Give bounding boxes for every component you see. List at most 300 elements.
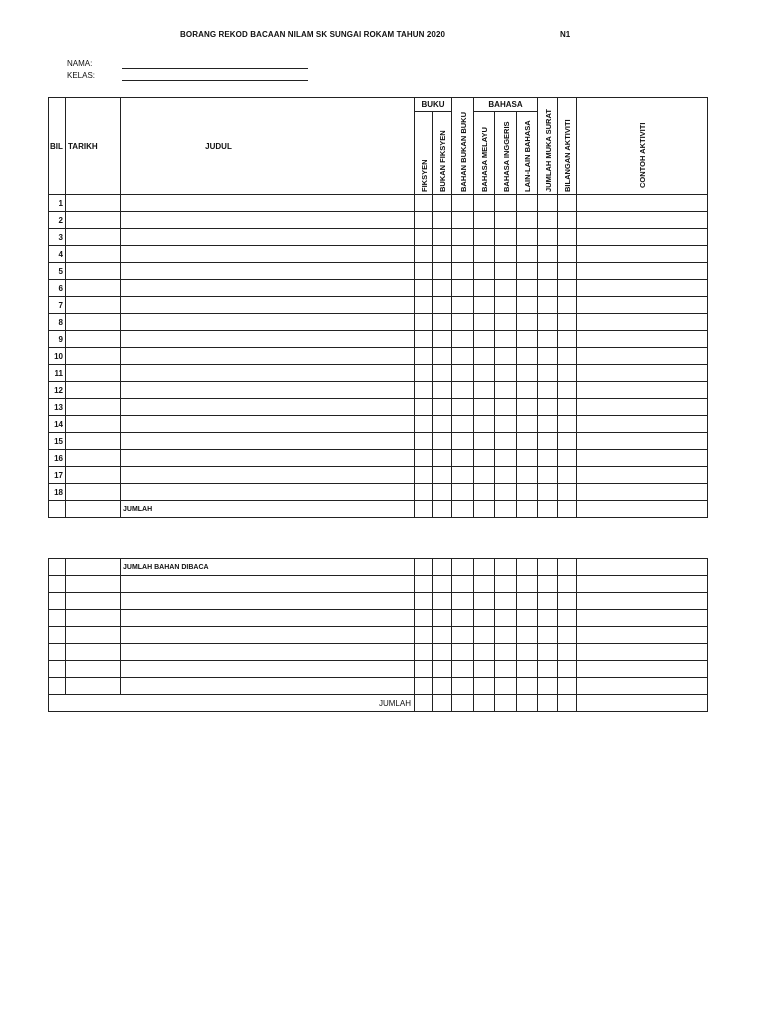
- entry-cell[interactable]: [558, 314, 577, 331]
- entry-cell[interactable]: [558, 467, 577, 484]
- entry-cell[interactable]: [558, 280, 577, 297]
- entry-cell[interactable]: [495, 627, 517, 644]
- entry-cell[interactable]: [474, 195, 495, 212]
- entry-cell[interactable]: [538, 593, 558, 610]
- entry-cell[interactable]: [517, 297, 538, 314]
- entry-cell[interactable]: [538, 450, 558, 467]
- entry-cell[interactable]: [121, 433, 415, 450]
- entry-cell[interactable]: [517, 644, 538, 661]
- entry-cell[interactable]: [49, 678, 66, 695]
- entry-cell[interactable]: [452, 467, 474, 484]
- entry-cell[interactable]: [121, 229, 415, 246]
- entry-cell[interactable]: [558, 399, 577, 416]
- entry-cell[interactable]: [66, 399, 121, 416]
- entry-cell[interactable]: [433, 314, 452, 331]
- entry-cell[interactable]: [452, 450, 474, 467]
- entry-cell[interactable]: [66, 678, 121, 695]
- entry-cell[interactable]: [577, 433, 708, 450]
- entry-cell[interactable]: [49, 661, 66, 678]
- entry-cell[interactable]: [433, 678, 452, 695]
- entry-cell[interactable]: [577, 297, 708, 314]
- summary-cell[interactable]: [495, 559, 517, 576]
- entry-cell[interactable]: [577, 365, 708, 382]
- entry-cell[interactable]: [538, 297, 558, 314]
- entry-cell[interactable]: [558, 331, 577, 348]
- entry-cell[interactable]: [415, 576, 433, 593]
- entry-cell[interactable]: [474, 576, 495, 593]
- entry-cell[interactable]: [474, 593, 495, 610]
- entry-cell[interactable]: [474, 467, 495, 484]
- entry-cell[interactable]: [495, 280, 517, 297]
- entry-cell[interactable]: [558, 627, 577, 644]
- summary-cell[interactable]: [495, 695, 517, 712]
- entry-cell[interactable]: [452, 246, 474, 263]
- entry-cell[interactable]: [495, 576, 517, 593]
- entry-cell[interactable]: [538, 348, 558, 365]
- entry-cell[interactable]: [474, 416, 495, 433]
- entry-cell[interactable]: [577, 576, 708, 593]
- entry-cell[interactable]: [517, 382, 538, 399]
- entry-cell[interactable]: [495, 593, 517, 610]
- entry-cell[interactable]: [495, 484, 517, 501]
- entry-cell[interactable]: [452, 365, 474, 382]
- entry-cell[interactable]: [577, 263, 708, 280]
- entry-cell[interactable]: [558, 416, 577, 433]
- entry-cell[interactable]: [433, 661, 452, 678]
- jumlah-cell[interactable]: [474, 501, 495, 518]
- entry-cell[interactable]: [433, 348, 452, 365]
- entry-cell[interactable]: [538, 610, 558, 627]
- entry-cell[interactable]: [452, 433, 474, 450]
- entry-cell[interactable]: [577, 450, 708, 467]
- entry-cell[interactable]: [66, 593, 121, 610]
- jumlah-cell[interactable]: [517, 501, 538, 518]
- entry-cell[interactable]: [577, 467, 708, 484]
- entry-cell[interactable]: [121, 195, 415, 212]
- entry-cell[interactable]: [415, 195, 433, 212]
- entry-cell[interactable]: [433, 331, 452, 348]
- entry-cell[interactable]: [538, 365, 558, 382]
- jumlah-cell[interactable]: [433, 501, 452, 518]
- entry-cell[interactable]: [433, 280, 452, 297]
- entry-cell[interactable]: [121, 576, 415, 593]
- entry-cell[interactable]: [577, 280, 708, 297]
- entry-cell[interactable]: [121, 593, 415, 610]
- summary-cell[interactable]: [474, 695, 495, 712]
- entry-cell[interactable]: [577, 229, 708, 246]
- entry-cell[interactable]: [415, 433, 433, 450]
- entry-cell[interactable]: [415, 416, 433, 433]
- entry-cell[interactable]: [66, 314, 121, 331]
- entry-cell[interactable]: [558, 450, 577, 467]
- entry-cell[interactable]: [474, 484, 495, 501]
- entry-cell[interactable]: [517, 195, 538, 212]
- summary-cell[interactable]: [66, 559, 121, 576]
- entry-cell[interactable]: [558, 195, 577, 212]
- entry-cell[interactable]: [558, 246, 577, 263]
- entry-cell[interactable]: [415, 382, 433, 399]
- entry-cell[interactable]: [452, 627, 474, 644]
- entry-cell[interactable]: [121, 399, 415, 416]
- entry-cell[interactable]: [433, 246, 452, 263]
- entry-cell[interactable]: [121, 297, 415, 314]
- entry-cell[interactable]: [577, 195, 708, 212]
- entry-cell[interactable]: [517, 331, 538, 348]
- entry-cell[interactable]: [474, 382, 495, 399]
- entry-cell[interactable]: [474, 229, 495, 246]
- summary-cell[interactable]: [452, 695, 474, 712]
- entry-cell[interactable]: [415, 467, 433, 484]
- entry-cell[interactable]: [517, 678, 538, 695]
- entry-cell[interactable]: [538, 627, 558, 644]
- entry-cell[interactable]: [433, 644, 452, 661]
- entry-cell[interactable]: [121, 280, 415, 297]
- summary-cell[interactable]: [415, 559, 433, 576]
- entry-cell[interactable]: [474, 399, 495, 416]
- entry-cell[interactable]: [474, 610, 495, 627]
- jumlah-cell[interactable]: [495, 501, 517, 518]
- entry-cell[interactable]: [452, 610, 474, 627]
- entry-cell[interactable]: [474, 314, 495, 331]
- entry-cell[interactable]: [517, 399, 538, 416]
- entry-cell[interactable]: [121, 382, 415, 399]
- entry-cell[interactable]: [495, 661, 517, 678]
- entry-cell[interactable]: [517, 484, 538, 501]
- entry-cell[interactable]: [558, 644, 577, 661]
- entry-cell[interactable]: [415, 399, 433, 416]
- entry-cell[interactable]: [66, 610, 121, 627]
- entry-cell[interactable]: [538, 246, 558, 263]
- jumlah-cell[interactable]: [415, 501, 433, 518]
- entry-cell[interactable]: [474, 297, 495, 314]
- entry-cell[interactable]: [49, 627, 66, 644]
- entry-cell[interactable]: [558, 297, 577, 314]
- entry-cell[interactable]: [558, 263, 577, 280]
- entry-cell[interactable]: [66, 382, 121, 399]
- entry-cell[interactable]: [415, 661, 433, 678]
- entry-cell[interactable]: [433, 576, 452, 593]
- entry-cell[interactable]: [121, 610, 415, 627]
- summary-cell[interactable]: [558, 559, 577, 576]
- entry-cell[interactable]: [452, 280, 474, 297]
- entry-cell[interactable]: [474, 331, 495, 348]
- entry-cell[interactable]: [415, 229, 433, 246]
- entry-cell[interactable]: [495, 331, 517, 348]
- entry-cell[interactable]: [474, 246, 495, 263]
- summary-cell[interactable]: [49, 559, 66, 576]
- entry-cell[interactable]: [577, 678, 708, 695]
- entry-cell[interactable]: [433, 195, 452, 212]
- entry-cell[interactable]: [577, 331, 708, 348]
- entry-cell[interactable]: [517, 661, 538, 678]
- entry-cell[interactable]: [121, 212, 415, 229]
- summary-cell[interactable]: [474, 559, 495, 576]
- entry-cell[interactable]: [66, 348, 121, 365]
- entry-cell[interactable]: [558, 348, 577, 365]
- entry-cell[interactable]: [121, 627, 415, 644]
- entry-cell[interactable]: [538, 661, 558, 678]
- summary-cell[interactable]: [558, 695, 577, 712]
- jumlah-cell[interactable]: [66, 501, 121, 518]
- entry-cell[interactable]: [452, 229, 474, 246]
- entry-cell[interactable]: [452, 416, 474, 433]
- entry-cell[interactable]: [66, 280, 121, 297]
- entry-cell[interactable]: [538, 195, 558, 212]
- entry-cell[interactable]: [474, 678, 495, 695]
- entry-cell[interactable]: [577, 661, 708, 678]
- entry-cell[interactable]: [121, 678, 415, 695]
- entry-cell[interactable]: [452, 314, 474, 331]
- entry-cell[interactable]: [452, 331, 474, 348]
- entry-cell[interactable]: [517, 212, 538, 229]
- entry-cell[interactable]: [577, 593, 708, 610]
- entry-cell[interactable]: [49, 593, 66, 610]
- entry-cell[interactable]: [121, 644, 415, 661]
- entry-cell[interactable]: [474, 365, 495, 382]
- entry-cell[interactable]: [538, 331, 558, 348]
- entry-cell[interactable]: [121, 484, 415, 501]
- entry-cell[interactable]: [495, 195, 517, 212]
- entry-cell[interactable]: [66, 263, 121, 280]
- entry-cell[interactable]: [49, 644, 66, 661]
- entry-cell[interactable]: [517, 314, 538, 331]
- entry-cell[interactable]: [66, 365, 121, 382]
- entry-cell[interactable]: [577, 416, 708, 433]
- entry-cell[interactable]: [558, 610, 577, 627]
- entry-cell[interactable]: [495, 263, 517, 280]
- entry-cell[interactable]: [415, 627, 433, 644]
- entry-cell[interactable]: [121, 263, 415, 280]
- entry-cell[interactable]: [558, 678, 577, 695]
- entry-cell[interactable]: [517, 416, 538, 433]
- entry-cell[interactable]: [517, 433, 538, 450]
- entry-cell[interactable]: [121, 365, 415, 382]
- entry-cell[interactable]: [495, 610, 517, 627]
- entry-cell[interactable]: [66, 467, 121, 484]
- jumlah-cell[interactable]: [577, 501, 708, 518]
- entry-cell[interactable]: [121, 416, 415, 433]
- entry-cell[interactable]: [538, 382, 558, 399]
- entry-cell[interactable]: [66, 433, 121, 450]
- entry-cell[interactable]: [66, 576, 121, 593]
- summary-cell[interactable]: [517, 559, 538, 576]
- entry-cell[interactable]: [577, 212, 708, 229]
- entry-cell[interactable]: [474, 212, 495, 229]
- entry-cell[interactable]: [558, 433, 577, 450]
- entry-cell[interactable]: [433, 610, 452, 627]
- jumlah-cell[interactable]: [538, 501, 558, 518]
- entry-cell[interactable]: [433, 212, 452, 229]
- entry-cell[interactable]: [495, 314, 517, 331]
- entry-cell[interactable]: [452, 195, 474, 212]
- entry-cell[interactable]: [495, 212, 517, 229]
- entry-cell[interactable]: [558, 661, 577, 678]
- entry-cell[interactable]: [121, 450, 415, 467]
- entry-cell[interactable]: [538, 263, 558, 280]
- entry-cell[interactable]: [66, 331, 121, 348]
- entry-cell[interactable]: [517, 365, 538, 382]
- entry-cell[interactable]: [415, 297, 433, 314]
- entry-cell[interactable]: [121, 467, 415, 484]
- entry-cell[interactable]: [517, 627, 538, 644]
- entry-cell[interactable]: [66, 450, 121, 467]
- entry-cell[interactable]: [538, 399, 558, 416]
- entry-cell[interactable]: [49, 576, 66, 593]
- entry-cell[interactable]: [538, 467, 558, 484]
- jumlah-cell[interactable]: [49, 501, 66, 518]
- entry-cell[interactable]: [66, 484, 121, 501]
- entry-cell[interactable]: [433, 229, 452, 246]
- entry-cell[interactable]: [558, 229, 577, 246]
- entry-cell[interactable]: [577, 399, 708, 416]
- entry-cell[interactable]: [495, 382, 517, 399]
- entry-cell[interactable]: [474, 450, 495, 467]
- entry-cell[interactable]: [517, 450, 538, 467]
- entry-cell[interactable]: [433, 627, 452, 644]
- entry-cell[interactable]: [495, 229, 517, 246]
- entry-cell[interactable]: [538, 280, 558, 297]
- entry-cell[interactable]: [538, 644, 558, 661]
- entry-cell[interactable]: [577, 246, 708, 263]
- entry-cell[interactable]: [415, 365, 433, 382]
- entry-cell[interactable]: [433, 593, 452, 610]
- entry-cell[interactable]: [558, 593, 577, 610]
- entry-cell[interactable]: [517, 593, 538, 610]
- entry-cell[interactable]: [121, 246, 415, 263]
- summary-cell[interactable]: [433, 559, 452, 576]
- entry-cell[interactable]: [538, 314, 558, 331]
- entry-cell[interactable]: [452, 348, 474, 365]
- entry-cell[interactable]: [66, 661, 121, 678]
- summary-cell[interactable]: [415, 695, 433, 712]
- entry-cell[interactable]: [415, 212, 433, 229]
- entry-cell[interactable]: [415, 644, 433, 661]
- summary-cell[interactable]: [517, 695, 538, 712]
- entry-cell[interactable]: [517, 263, 538, 280]
- entry-cell[interactable]: [577, 484, 708, 501]
- entry-cell[interactable]: [433, 365, 452, 382]
- entry-cell[interactable]: [558, 365, 577, 382]
- entry-cell[interactable]: [452, 297, 474, 314]
- entry-cell[interactable]: [517, 576, 538, 593]
- entry-cell[interactable]: [474, 661, 495, 678]
- entry-cell[interactable]: [121, 348, 415, 365]
- entry-cell[interactable]: [577, 348, 708, 365]
- entry-cell[interactable]: [517, 246, 538, 263]
- entry-cell[interactable]: [474, 644, 495, 661]
- entry-cell[interactable]: [538, 433, 558, 450]
- entry-cell[interactable]: [474, 348, 495, 365]
- entry-cell[interactable]: [121, 661, 415, 678]
- entry-cell[interactable]: [538, 484, 558, 501]
- entry-cell[interactable]: [538, 229, 558, 246]
- entry-cell[interactable]: [474, 263, 495, 280]
- entry-cell[interactable]: [66, 627, 121, 644]
- entry-cell[interactable]: [452, 399, 474, 416]
- entry-cell[interactable]: [495, 297, 517, 314]
- entry-cell[interactable]: [558, 382, 577, 399]
- entry-cell[interactable]: [49, 610, 66, 627]
- summary-cell[interactable]: [577, 695, 708, 712]
- entry-cell[interactable]: [452, 576, 474, 593]
- entry-cell[interactable]: [538, 212, 558, 229]
- entry-cell[interactable]: [452, 661, 474, 678]
- summary-cell[interactable]: [452, 559, 474, 576]
- entry-cell[interactable]: [415, 610, 433, 627]
- entry-cell[interactable]: [495, 348, 517, 365]
- entry-cell[interactable]: [495, 365, 517, 382]
- jumlah-cell[interactable]: [452, 501, 474, 518]
- entry-cell[interactable]: [415, 314, 433, 331]
- entry-cell[interactable]: [452, 678, 474, 695]
- entry-cell[interactable]: [474, 627, 495, 644]
- entry-cell[interactable]: [66, 416, 121, 433]
- entry-cell[interactable]: [66, 212, 121, 229]
- entry-cell[interactable]: [433, 399, 452, 416]
- kelas-line[interactable]: [122, 72, 308, 81]
- entry-cell[interactable]: [433, 382, 452, 399]
- entry-cell[interactable]: [66, 297, 121, 314]
- entry-cell[interactable]: [415, 678, 433, 695]
- entry-cell[interactable]: [433, 467, 452, 484]
- entry-cell[interactable]: [452, 212, 474, 229]
- entry-cell[interactable]: [415, 263, 433, 280]
- entry-cell[interactable]: [66, 195, 121, 212]
- summary-cell[interactable]: [433, 695, 452, 712]
- entry-cell[interactable]: [433, 297, 452, 314]
- entry-cell[interactable]: [452, 484, 474, 501]
- entry-cell[interactable]: [517, 229, 538, 246]
- entry-cell[interactable]: [538, 678, 558, 695]
- entry-cell[interactable]: [433, 263, 452, 280]
- entry-cell[interactable]: [558, 484, 577, 501]
- entry-cell[interactable]: [433, 433, 452, 450]
- entry-cell[interactable]: [452, 263, 474, 280]
- entry-cell[interactable]: [538, 416, 558, 433]
- entry-cell[interactable]: [558, 576, 577, 593]
- entry-cell[interactable]: [577, 644, 708, 661]
- entry-cell[interactable]: [495, 433, 517, 450]
- nama-line[interactable]: [122, 60, 308, 69]
- entry-cell[interactable]: [495, 416, 517, 433]
- entry-cell[interactable]: [495, 678, 517, 695]
- entry-cell[interactable]: [474, 280, 495, 297]
- entry-cell[interactable]: [433, 484, 452, 501]
- entry-cell[interactable]: [415, 593, 433, 610]
- entry-cell[interactable]: [415, 450, 433, 467]
- jumlah-cell[interactable]: [558, 501, 577, 518]
- entry-cell[interactable]: [517, 467, 538, 484]
- entry-cell[interactable]: [433, 416, 452, 433]
- entry-cell[interactable]: [517, 348, 538, 365]
- entry-cell[interactable]: [415, 280, 433, 297]
- entry-cell[interactable]: [495, 450, 517, 467]
- entry-cell[interactable]: [121, 314, 415, 331]
- entry-cell[interactable]: [538, 576, 558, 593]
- entry-cell[interactable]: [433, 450, 452, 467]
- summary-cell[interactable]: [538, 559, 558, 576]
- entry-cell[interactable]: [577, 314, 708, 331]
- entry-cell[interactable]: [66, 246, 121, 263]
- entry-cell[interactable]: [495, 399, 517, 416]
- entry-cell[interactable]: [495, 644, 517, 661]
- entry-cell[interactable]: [558, 212, 577, 229]
- entry-cell[interactable]: [577, 610, 708, 627]
- entry-cell[interactable]: [495, 467, 517, 484]
- entry-cell[interactable]: [517, 610, 538, 627]
- entry-cell[interactable]: [452, 382, 474, 399]
- entry-cell[interactable]: [577, 627, 708, 644]
